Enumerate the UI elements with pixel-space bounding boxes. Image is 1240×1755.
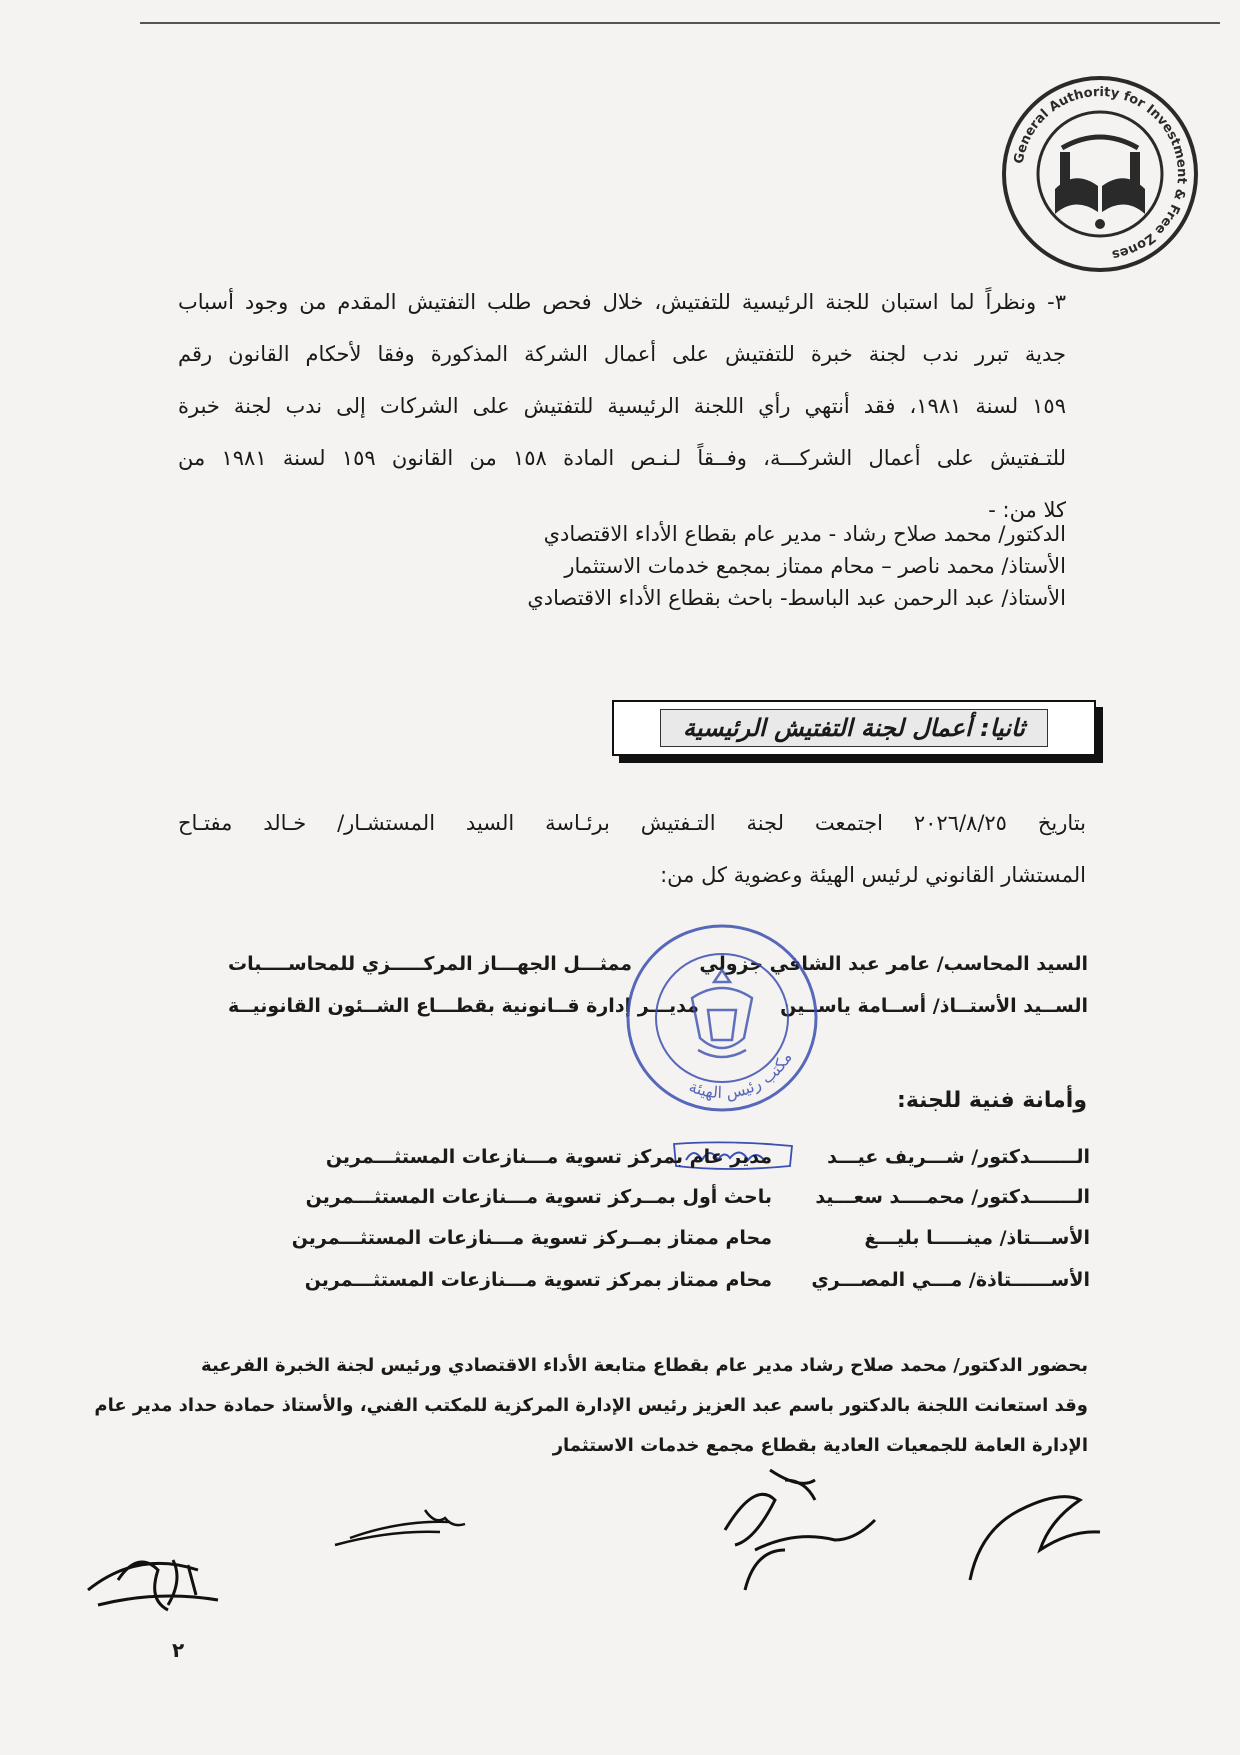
secretariat-name: الأســـتاذ/ مينـــــا بليـــغ — [864, 1227, 1090, 1249]
paragraph-line: ٣- ونظراً لما استبان للجنة الرئيسية للتفتيش، خلال فحص طلب التفتيش المقدم من وجود أسباب — [178, 290, 1066, 314]
expert-name: الأستاذ/ عبد الرحمن عبد الباسط- باحث بقطاع الأداء الاقتصادي — [527, 586, 1066, 610]
experts-list — [300, 518, 1066, 614]
signature-4 — [960, 1470, 1110, 1590]
attendance-line: الإدارة العامة للجمعيات العادية بقطاع مجمع خدمات الاستثمار — [552, 1435, 1088, 1456]
expert-name: الدكتور/ محمد صلاح رشاد - مدير عام بقطاع الأداء الاقتصادي — [543, 522, 1066, 546]
authority-seal-logo — [1000, 74, 1200, 274]
secretariat-row — [300, 1186, 1090, 1226]
secretariat-role: محام ممتاز بمركز تسوية مـــنازعات المستثـــمرين — [304, 1269, 772, 1291]
secretariat-name: الـــــــدكتور/ محمــــد سعـــيد — [815, 1186, 1090, 1208]
member-role: ممثـــل الجهـــاز المركـــــزي للمحاســــبات — [228, 953, 633, 975]
expert-name: الأستاذ/ محمد ناصر – محام ممتاز بمجمع خدمات الاستثمار — [564, 554, 1066, 578]
member-role: مديـــر إدارة قــانونية بقطـــاع الشــئون القانونيــة — [228, 995, 699, 1017]
svg-text:مكتب رئيس الهيئة: مكتب رئيس الهيئة — [686, 1048, 796, 1103]
secretariat-row — [300, 1146, 1090, 1186]
signature-1 — [78, 1530, 228, 1630]
signature-2 — [330, 1500, 480, 1560]
attendance-line: بحضور الدكتور/ محمد صلاح رشاد مدير عام بقطاع متابعة الأداء الاقتصادي ورئيس لجنة الخبرة الفرعية — [201, 1355, 1088, 1376]
secretariat-role: محام ممتاز بمــركز تسوية مـــنازعات المستثـــمرين — [291, 1227, 772, 1249]
top-rule — [140, 22, 1220, 24]
secretariat-row — [291, 1227, 1090, 1267]
section-heading-box — [612, 700, 1096, 756]
attendance-paragraph — [94, 1346, 1088, 1466]
secretariat-name: الأســــــتاذة/ مـــي المصـــري — [811, 1269, 1090, 1291]
session-paragraph — [178, 797, 1086, 901]
secretariat-title: وأمانة فنية للجنة: — [897, 1088, 1087, 1113]
secretariat-role: باحث أول بمــركز تسوية مـــنازعات المستثـــمرين — [305, 1186, 772, 1208]
paragraph-line: ١٥٩ لسنة ١٩٨١، فقد أنتهي رأي اللجنة الرئيسية للتفتيش على الشركات إلى ندب لجنة خبرة — [178, 394, 1066, 418]
member-name: السيد المحاسب/ عامر عبد الشافي جزولي — [699, 953, 1088, 975]
svg-text:General Authority for Investme: General Authority for Investment & Free Zones — [1011, 84, 1190, 263]
secretariat-name: الـــــــدكتور/ شـــريف عيـــد — [827, 1146, 1090, 1168]
session-line: بتاريخ ٢٠٢٦/٨/٢٥ اجتمعت لجنة التـفتيش برئـاسة السيد المستشـار/ خـالد مفتـاح — [178, 811, 1086, 835]
paragraph-line: كلا من: - — [988, 498, 1066, 522]
paragraph-line: جدية تبرر ندب لجنة خبرة للتفتيش على أعمال الشركة المذكورة وفقا لأحكام القانون رقم — [178, 342, 1066, 366]
paragraph-line: للتـفتيش على أعمال الشركـــة، وفــقاً لـنـص المادة ١٥٨ من القانون ١٥٩ لسنة ١٩٨١ من — [178, 446, 1066, 470]
member-name: الســيد الأستــاذ/ أســامة ياســين — [780, 995, 1088, 1017]
section-heading: ثانيا: أعمال لجنة التفتيش الرئيسية — [660, 709, 1048, 747]
secretariat-role: مدير عام بمركز تسوية مـــنازعات المستثـــمرين — [325, 1146, 772, 1168]
page-number: ٢ — [172, 1638, 185, 1662]
official-stamp — [622, 918, 822, 1118]
session-line: المستشار القانوني لرئيس الهيئة وعضوية كل من: — [660, 863, 1086, 887]
secretariat-row — [300, 1269, 1090, 1309]
signature-3 — [715, 1460, 885, 1610]
paragraph-3 — [178, 276, 1066, 536]
attendance-line: وقد استعانت اللجنة بالدكتور باسم عبد العزيز رئيس الإدارة المركزية للمكتب الفني، والأستاذ حمادة حداد مدير عام — [94, 1395, 1088, 1416]
